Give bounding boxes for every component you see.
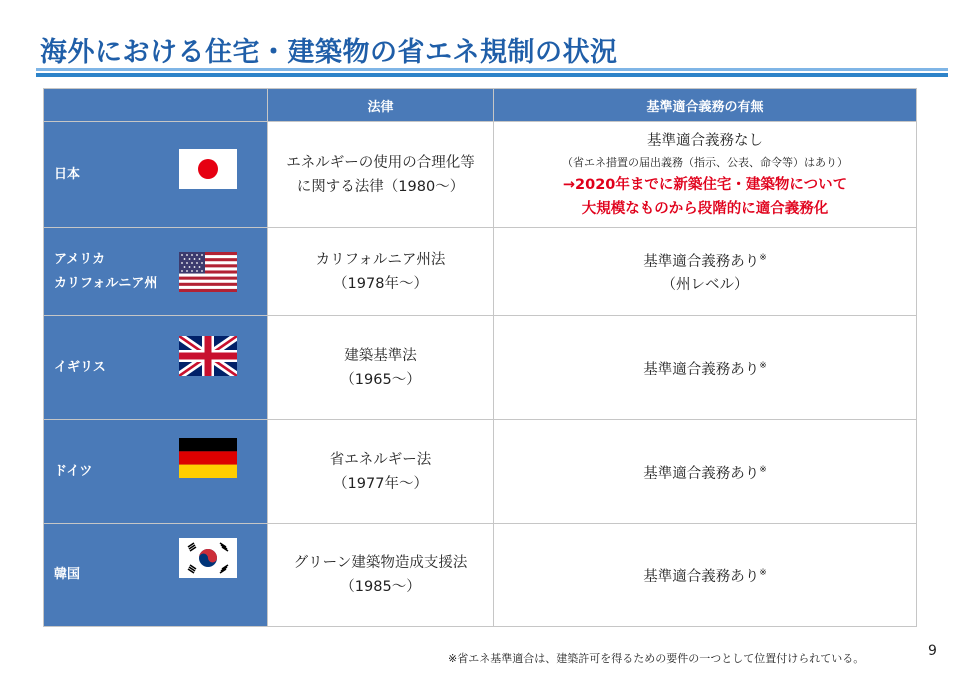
requirement-text-wrap xyxy=(495,354,915,382)
law-name-line: に関する法律（1980～） xyxy=(296,178,465,195)
korea-flag-icon xyxy=(179,538,237,578)
usa-flag-icon xyxy=(179,252,237,292)
header-law: 法律 xyxy=(268,89,494,122)
requirement-text-wrap xyxy=(495,246,915,274)
law-name-line: カリフォルニア州法 xyxy=(315,251,446,268)
table-header-row xyxy=(44,89,917,122)
law-cell xyxy=(268,524,494,627)
requirement-text: 基準適合義務あり xyxy=(643,568,760,585)
law-cell xyxy=(268,420,494,524)
country-cell xyxy=(44,122,268,228)
law-name-line: （1978年～） xyxy=(333,275,428,292)
table-row-usa xyxy=(44,228,917,316)
uk-flag-icon xyxy=(179,336,237,376)
requirement-text-wrap xyxy=(495,458,915,486)
japan-flag-icon xyxy=(179,149,237,189)
requirement-cell xyxy=(494,122,917,228)
table-row-uk xyxy=(44,316,917,420)
footnote-mark: ※ xyxy=(759,464,767,475)
law-name-line: （1965～） xyxy=(340,371,421,388)
header-country xyxy=(44,89,268,122)
title-underline xyxy=(36,68,948,71)
table-row-germany xyxy=(44,420,917,524)
requirement-cell xyxy=(494,420,917,524)
requirement-text-wrap xyxy=(495,561,915,589)
requirement-text: 基準適合義務なし xyxy=(647,132,763,149)
country-name: 日本 xyxy=(54,166,81,182)
law-name-line: （1977年～） xyxy=(333,475,428,492)
country-cell xyxy=(44,316,268,420)
law-cell xyxy=(268,122,494,228)
table-row-korea xyxy=(44,524,917,627)
law-cell xyxy=(268,228,494,316)
requirement-text: 基準適合義務あり xyxy=(643,361,760,378)
law-cell xyxy=(268,316,494,420)
country-name: 韓国 xyxy=(54,567,81,582)
requirement-cell xyxy=(494,228,917,316)
requirement-text: 基準適合義務あり xyxy=(643,253,760,270)
law-name-line: グリーン建築物造成支援法 xyxy=(293,555,468,571)
country-name: ドイツ xyxy=(54,463,93,479)
footnote-mark: ※ xyxy=(759,360,767,371)
requirement-cell xyxy=(494,316,917,420)
country-name: イギリス xyxy=(54,359,106,375)
title-underline-thick xyxy=(36,73,948,77)
requirement-cell xyxy=(494,524,917,627)
footnote-mark: ※ xyxy=(759,252,767,263)
country-name: アメリカ xyxy=(54,251,106,267)
page-title: 海外における住宅・建築物の省エネ規制の状況 xyxy=(40,37,618,68)
requirement-text: 基準適合義務あり xyxy=(643,465,760,482)
footnote: ※省エネ基準適合は、建築許可を得るための要件の一つとして位置付けられている。 xyxy=(448,652,865,665)
country-cell xyxy=(44,420,268,524)
footnote-mark: ※ xyxy=(759,568,767,579)
country-cell xyxy=(44,524,268,627)
law-name-line: 省エネルギー法 xyxy=(329,451,432,468)
regulation-table xyxy=(43,88,917,627)
requirement-note: （省エネ措置の届出義務（指示、公表、命令等）はあり） xyxy=(562,155,848,169)
germany-flag-icon xyxy=(179,438,237,478)
table-row-japan xyxy=(44,122,917,228)
law-name-line: （1985～） xyxy=(340,579,421,595)
requirement-sub: （州レベル） xyxy=(661,277,749,294)
country-cell xyxy=(44,228,268,316)
requirement-highlight: →2020年までに新築住宅・建築物について xyxy=(562,176,848,193)
page-number: 9 xyxy=(928,643,937,659)
header-requirement: 基準適合義務の有無 xyxy=(494,89,917,122)
country-name: カリフォルニア州 xyxy=(54,275,158,291)
law-name-line: 建築基準法 xyxy=(344,347,417,364)
law-name-line: エネルギーの使用の合理化等 xyxy=(286,154,475,171)
requirement-highlight: 大規模なものから段階的に適合義務化 xyxy=(581,200,829,217)
